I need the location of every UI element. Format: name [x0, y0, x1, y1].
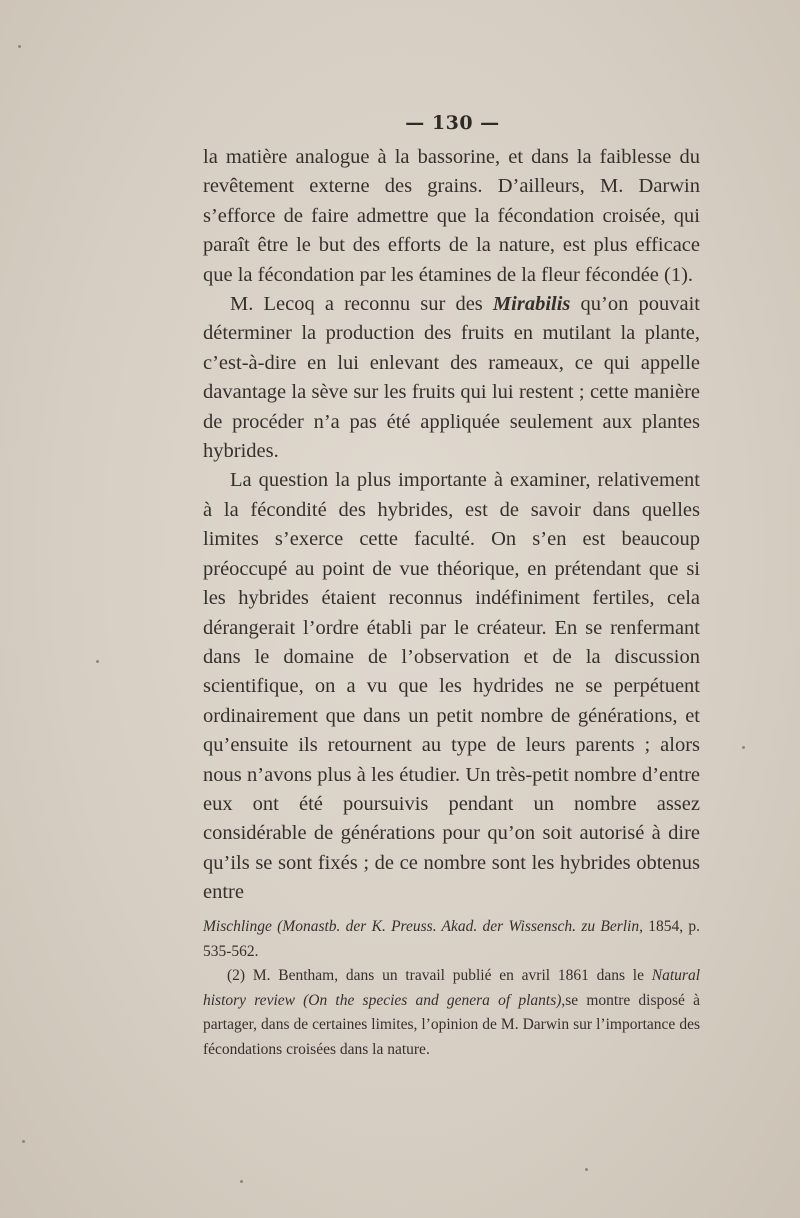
paragraph-2 [203, 290, 700, 466]
paper-speck [22, 1140, 25, 1143]
paragraph-1: la matière analogue à la bassorine, et dans la faiblesse du revêtement externe des grains. D’ailleurs, M. Darwin s’efforce de faire admettre que la fécondation croisée, qui paraît être le but des efforts de la nature, est plus efficace que la fécondation par les étamines de la fleur fécondée (1). [203, 146, 700, 286]
paragraph-3: La question la plus importante à examiner, relativement à la fécondité des hybrides, est de savoir dans quelles limites s’exerce cette faculté. On s’en est beaucoup préoccupé au point de vue théorique, en prétendant que si les hybrides étaient reconnus indéfiniment fertiles, cela dérangerait l’ordre établi par le créateur. En se renfermant dans le domaine de l’observation et de la discussion scientifique, on a vu que les hydrides ne se perpétuent ordinairement que dans un petit nombre de générations, et qu’ensuite ils retournent au type de leurs parents ; alors nous n’avons plus à les étudier. Un très-petit nombre d’entre eux ont été poursuivis pendant un nombre assez considérable de générations pour qu’on soit autorisé à dire qu’ils se sont fixés ; de ce nombre sont les hybrides obtenus entre [203, 469, 700, 904]
footnote-2 [203, 964, 700, 1062]
paper-speck [96, 660, 99, 663]
paper-speck [585, 1168, 588, 1171]
paper-speck [742, 746, 745, 749]
page-number: — 130 — [405, 112, 500, 134]
footnote-citation-pages: 1854, p. 535-562. [203, 918, 701, 960]
footnote-2-end: ,se montre disposé à partager, dans de certaines limites, l’opinion de M. Darwin sur l’importance des fécondations croisées dans la nature. [203, 991, 700, 1058]
main-text [203, 143, 700, 908]
footnote-2-start: (2) M. Bentham, dans un travail publié en avril 1861 dans le [227, 967, 652, 984]
footnote-continued [203, 915, 700, 964]
paper-speck [18, 45, 21, 48]
paper-speck [240, 1180, 243, 1183]
paragraph-2-start: M. Lecoq a reconnu sur des [230, 293, 493, 316]
mirabilis-term: Mirabilis [492, 293, 571, 316]
footnotes [203, 915, 700, 1062]
paragraph-2-end: qu’on pouvait déterminer la production des fruits en mutilant la plante, c’est-à-dire en lui enlevant des rameaux, ce qui appelle davantage la sève sur les fruits qui lui restent ; cette manière de procéder n’a pas été appliquée seulement aux plantes hybrides. [203, 293, 700, 463]
footnote-citation: Mischlinge (Monastb. der K. Preuss. Akad. der Wissensch. zu Berlin, [203, 918, 643, 935]
footnote-2-journal: Natural history review (On the species and genera of plants) [203, 967, 700, 1009]
